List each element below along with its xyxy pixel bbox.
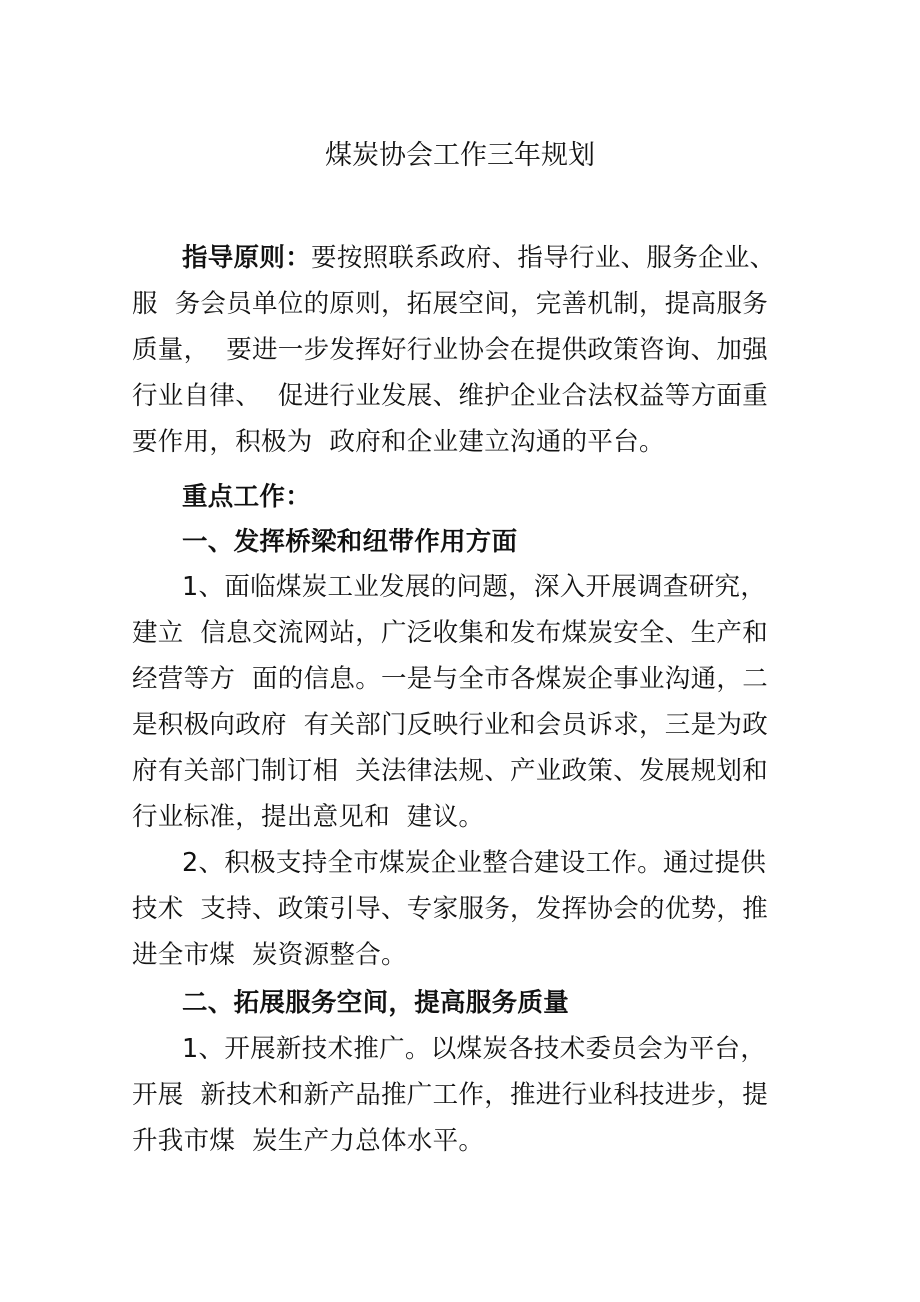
section1-item2-line: 2、积极支持全市煤炭企业整合建设工作。通过提供 — [182, 848, 767, 878]
section1-item1-line: 是积极向政府 有关部门反映行业和会员诉求，三是为政 — [132, 710, 769, 740]
principle-line-5: 要作用，积极为 政府和企业建立沟通的平台。 — [132, 427, 665, 457]
principle-label: 指导原则： — [182, 243, 312, 273]
section1-item2-line: 进全市煤 炭资源整合。 — [132, 940, 407, 970]
document-title: 煤炭协会工作三年规划 — [325, 140, 595, 171]
key-work-heading: 重点工作： — [182, 482, 312, 512]
section1-item2-line: 技术 支持、政策引导、专家服务，发挥协会的优势，推 — [132, 894, 769, 924]
principle-line-2: 服 务会员单位的原则，拓展空间，完善机制，提高服务 — [132, 289, 769, 319]
principle-line-3: 质量， 要进一步发挥好行业协会在提供政策咨询、加强 — [132, 335, 769, 365]
section2-item1-line: 1、开展新技术推广。以煤炭各技术委员会为平台， — [182, 1034, 767, 1064]
section1-item1-line: 1、面临煤炭工业发展的问题，深入开展调查研究， — [182, 572, 767, 602]
section1-item1-line: 行业标准，提出意见和 建议。 — [132, 802, 485, 832]
section2-item1-line: 开展 新技术和新产品推广工作，推进行业科技进步，提 — [132, 1080, 769, 1110]
section1-item1-line: 经营等方 面的信息。一是与全市各煤炭企事业沟通，二 — [132, 664, 769, 694]
section1-item1-line: 建立 信息交流网站，广泛收集和发布煤炭安全、生产和 — [132, 618, 769, 648]
section1-item1-line: 府有关部门制订相 关法律法规、产业政策、发展规划和 — [132, 756, 769, 786]
section2-heading: 二、拓展服务空间，提高服务质量 — [182, 988, 570, 1018]
principle-text-1: 要按照联系政府、指导行业、服务企业、 — [311, 243, 776, 273]
principle-line-4: 行业自律、 促进行业发展、维护企业合法权益等方面重 — [132, 381, 769, 411]
section1-heading: 一、发挥桥梁和纽带作用方面 — [182, 527, 518, 557]
section2-item1-line: 升我市煤 炭生产力总体水平。 — [132, 1126, 485, 1156]
principle-line-1 — [182, 238, 792, 278]
